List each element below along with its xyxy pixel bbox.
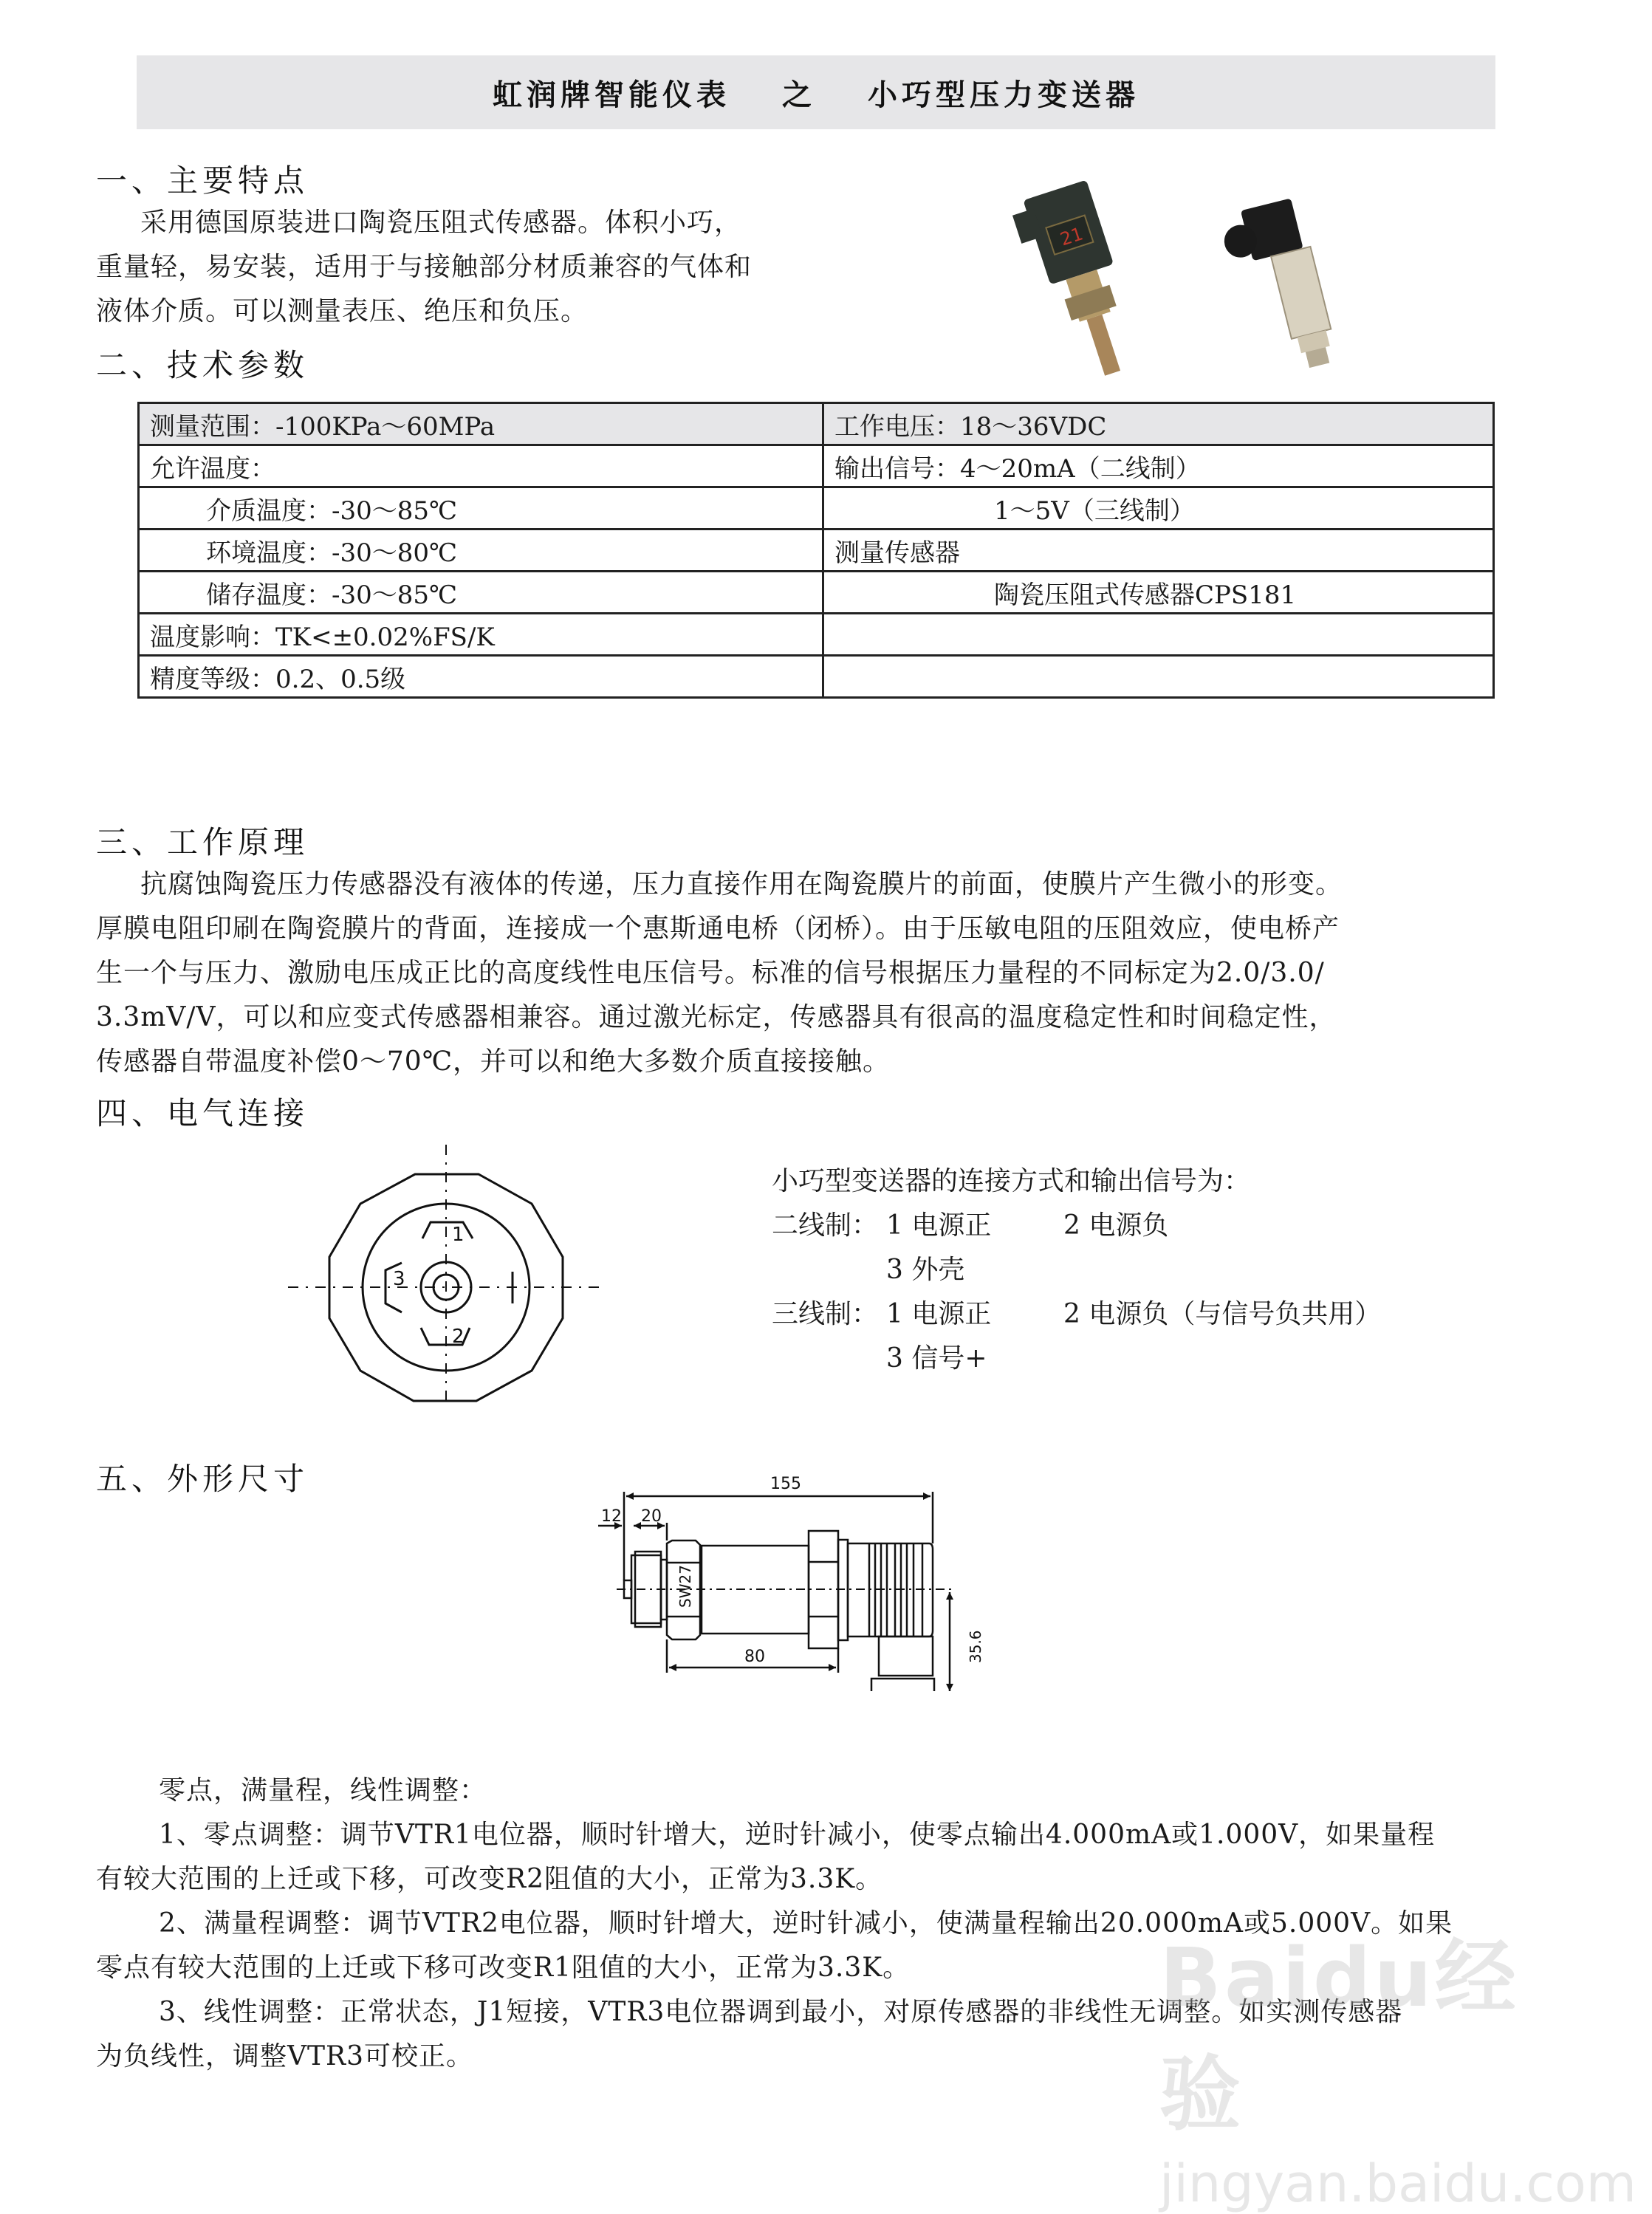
features-line-1: 采用德国原装进口陶瓷压阻式传感器。体积小巧，: [140, 208, 742, 238]
pin-label-1: 1: [452, 1224, 465, 1246]
spec-cell: 温度影响：TK<±0.02%FS/K: [139, 614, 823, 656]
dim-tip: 12: [601, 1507, 622, 1526]
adjust-line-6: 为负线性，调整VTR3可校正。: [96, 2041, 474, 2071]
adjust-line-3: 2、满量程调整：调节VTR2电位器，顺时针增大，逆时针减小，使满量程输出20.000mA或5.000V。如果: [159, 1908, 1453, 1939]
three-wire-row: [772, 1292, 1381, 1337]
pin-label-3: 3: [393, 1268, 405, 1290]
adjust-title: 零点，满量程，线性调整：: [159, 1775, 487, 1806]
section-dimensions-title: 五、外形尺寸: [96, 1461, 309, 1497]
banner-brand: 虹润牌智能仪表: [493, 78, 730, 112]
two-wire-pin1: 1 电源正: [886, 1210, 992, 1241]
pin-label-2: 2: [452, 1326, 465, 1348]
watermark-brand: Baidu经验: [1159, 1930, 1519, 2142]
table-row: [139, 656, 1494, 698]
spec-cell: 陶瓷压阻式传感器CPS181: [823, 572, 1494, 614]
dim-height: 35.6: [967, 1630, 984, 1663]
banner-separator: 之: [782, 78, 816, 112]
section-features-title: 一、主要特点: [96, 162, 309, 199]
dim-thread: 20: [641, 1507, 662, 1526]
dimension-drawing: [576, 1433, 1049, 1691]
adjust-line-4: 零点有较大范围的上迁或下移可改变R1阻值的大小，正常为3.3K。: [96, 1953, 911, 1983]
table-row: [139, 572, 1494, 614]
two-wire-label: 二线制：: [772, 1210, 879, 1241]
table-row: [139, 529, 1494, 572]
product-photo-transmitter-compact: [1211, 185, 1381, 377]
table-row: [139, 403, 1494, 445]
principle-line-1: 抗腐蚀陶瓷压力传感器没有液体的传递，压力直接作用在陶瓷膜片的前面，使膜片产生微小的形变。: [140, 869, 1343, 899]
adjust-line-2: 有较大范围的上迁或下移，可改变R2阻值的大小，正常为3.3K。: [96, 1864, 883, 1894]
three-wire-label: 三线制：: [772, 1299, 879, 1329]
svg-text:21: 21: [1058, 223, 1086, 250]
watermark-url: jingyan.baidu.com: [1159, 2153, 1636, 2214]
product-photo-transmitter-display: [990, 162, 1182, 384]
adjust-line-1: 1、零点调整：调节VTR1电位器，顺时针增大，逆时针减小，使零点输出4.000mA或1.000V，如果量程: [159, 1820, 1436, 1850]
features-line-2: 重量轻，易安装，适用于与接触部分材质兼容的气体和: [96, 252, 753, 282]
principle-line-3: 生一个与压力、激励电压成正比的高度线性电压信号。标准的信号根据压力量程的不同标定为2.0/3.0/: [96, 958, 1325, 988]
spec-cell: 介质温度：-30～85℃: [139, 487, 823, 529]
spec-cell: 精度等级：0.2、0.5级: [139, 656, 823, 698]
principle-line-5: 传感器自带温度补偿0～70℃，并可以和绝大多数介质直接接触。: [96, 1046, 890, 1077]
spec-cell: [823, 614, 1494, 656]
connection-description: [772, 1159, 1381, 1381]
spec-cell: [823, 656, 1494, 698]
two-wire-pin2: 2 电源负: [1063, 1210, 1169, 1241]
spec-cell: 环境温度：-30～80℃: [139, 529, 823, 572]
table-row: [139, 487, 1494, 529]
section-electrical-title: 四、电气连接: [96, 1095, 309, 1131]
connection-intro: 小巧型变送器的连接方式和输出信号为：: [772, 1166, 1251, 1196]
connector-pin-diagram: [273, 1137, 628, 1411]
two-wire-row: [772, 1204, 1381, 1248]
principle-line-2: 厚膜电阻印刷在陶瓷膜片的背面，连接成一个惠斯通电桥（闭桥）。由于压敏电阻的压阻效应，使电桥产: [96, 914, 1340, 944]
title-banner: [137, 55, 1495, 129]
adjust-line-5: 3、线性调整：正常状态，J1短接，VTR3电位器调到最小，对原传感器的非线性无调整。如实测传感器: [159, 1997, 1403, 2027]
table-row: [139, 445, 1494, 487]
spec-table: [137, 402, 1495, 699]
section-specs-title: 二、技术参数: [96, 347, 309, 383]
three-wire-pin3: 3 信号+: [886, 1343, 987, 1374]
two-wire-pin3: 3 外壳: [886, 1255, 965, 1285]
section-principle-title: 三、工作原理: [96, 824, 309, 860]
spec-cell: 工作电压：18～36VDC: [823, 403, 1494, 445]
three-wire-pin2: 2 电源负（与信号负共用）: [1063, 1299, 1382, 1329]
dim-total-length: 155: [770, 1475, 801, 1493]
spec-cell: 测量范围：-100KPa～60MPa: [139, 403, 823, 445]
two-wire-row-2: [772, 1248, 1381, 1292]
spec-cell: 1～5V（三线制）: [823, 487, 1494, 529]
baidu-watermark: [1159, 1913, 1636, 2214]
spec-cell: 储存温度：-30～85℃: [139, 572, 823, 614]
features-line-3: 液体介质。可以测量表压、绝压和负压。: [96, 296, 589, 326]
banner-product: 小巧型压力变送器: [868, 78, 1139, 112]
spec-cell: 测量传感器: [823, 529, 1494, 572]
table-row: [139, 614, 1494, 656]
spec-cell: 输出信号：4～20mA（二线制）: [823, 445, 1494, 487]
spec-cell: 允许温度：: [139, 445, 823, 487]
three-wire-row-2: [772, 1337, 1381, 1381]
principle-line-4: 3.3mV/V，可以和应变式传感器相兼容。通过激光标定，传感器具有很高的温度稳定性和时间稳定性，: [96, 1002, 1337, 1032]
dim-body: 80: [744, 1648, 765, 1666]
three-wire-pin1: 1 电源正: [886, 1299, 992, 1329]
dim-hex: SW27: [676, 1565, 694, 1608]
